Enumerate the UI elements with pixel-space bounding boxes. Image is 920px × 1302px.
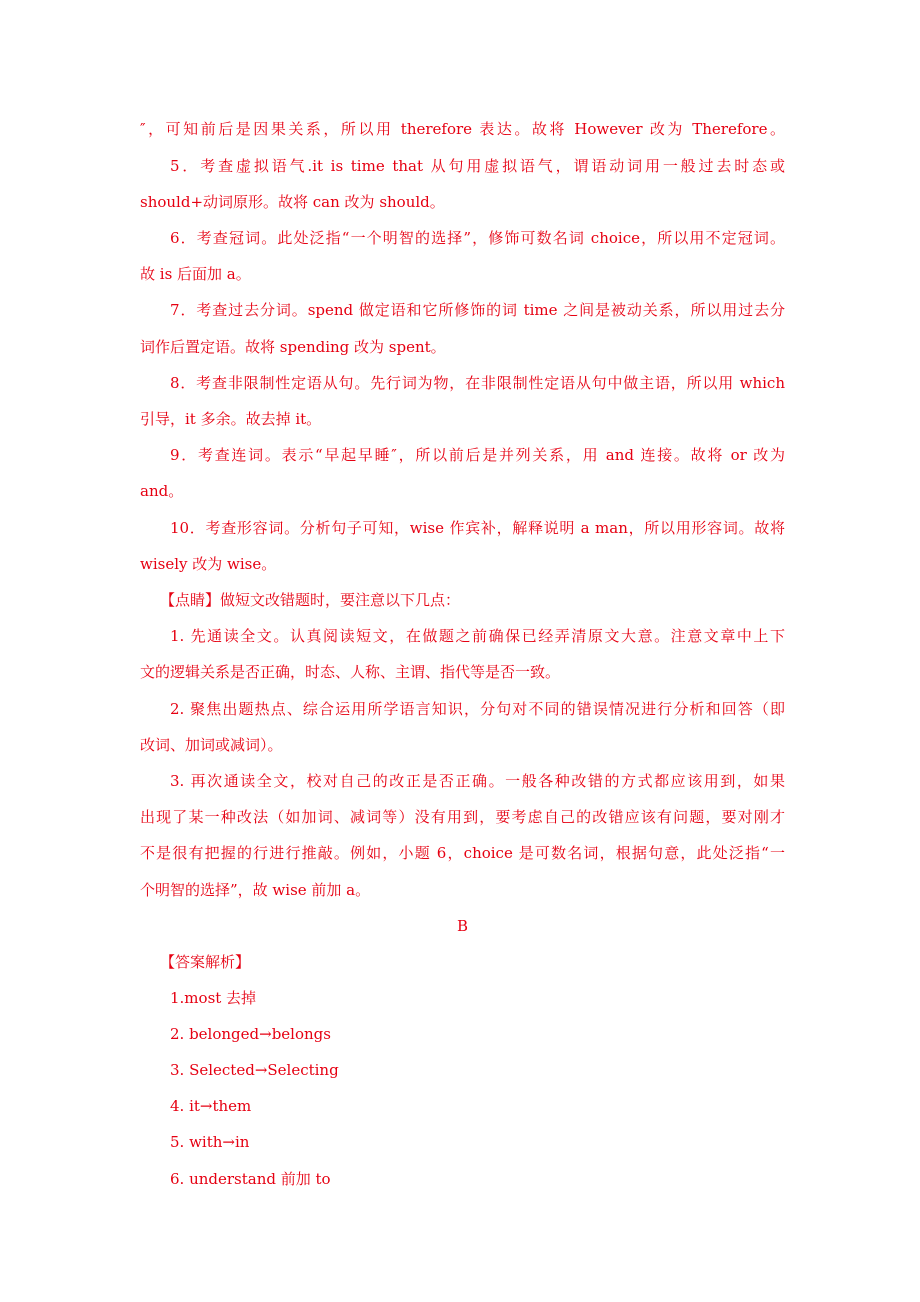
paragraph-line: 词作后置定语。故将 spending 改为 spent。 bbox=[140, 338, 446, 356]
tip-heading: 【点睛】做短文改错题时，要注意以下几点： bbox=[160, 591, 461, 609]
paragraph-line: 引导，it 多余。故去掉 it。 bbox=[140, 410, 322, 428]
paragraph-line: 1. 先通读全文。认真阅读短文，在做题之前确保已经弄清原文大意。注意文章中上下 bbox=[170, 627, 785, 645]
paragraph-line: 文的逻辑关系是否正确，时态、人称、主谓、指代等是否一致。 bbox=[140, 663, 561, 681]
paragraph-line: 个明智的选择”，故 wise 前加 a。 bbox=[140, 881, 371, 899]
answer-item: 4. it→them bbox=[170, 1097, 252, 1115]
section-heading: B bbox=[456, 917, 469, 935]
paragraph-line: 9．考查连词。表示“早起早睡″，所以前后是并列关系，用 and 连接。故将 or 改为 bbox=[170, 446, 785, 464]
paragraph-line: 2. 聚焦出题热点、综合运用所学语言知识，分句对不同的错误情况进行分析和回答（即 bbox=[170, 700, 785, 718]
answer-item: 5. with→in bbox=[170, 1133, 250, 1151]
paragraph-line: 10．考查形容词。分析句子可知，wise 作宾补，解释说明 a man，所以用形容词。故将 bbox=[170, 519, 785, 537]
paragraph-line: ″，可知前后是因果关系，所以用 therefore 表达。故将 However 改为 Therefore。 bbox=[140, 120, 785, 138]
answer-item: 6. understand 前加 to bbox=[170, 1170, 331, 1188]
paragraph-line: 7．考查过去分词。spend 做定语和它所修饰的词 time 之间是被动关系，所以用过去分 bbox=[170, 301, 785, 319]
paragraph-line: 改词、加词或减词）。 bbox=[140, 736, 283, 754]
paragraph-line: 不是很有把握的行进行推敲。例如，小题 6，choice 是可数名词，根据句意，此处泛指“一 bbox=[140, 844, 785, 862]
answer-heading: 【答案解析】 bbox=[160, 953, 251, 971]
paragraph-line: 故 is 后面加 a。 bbox=[140, 265, 251, 283]
paragraph-line: 6．考查冠词。此处泛指“一个明智的选择”，修饰可数名词 choice，所以用不定冠词。 bbox=[170, 229, 785, 247]
answer-item: 1.most 去掉 bbox=[170, 989, 257, 1007]
paragraph-line: 出现了某一种改法（如加词、减词等）没有用到，要考虑自己的改错应该有问题，要对刚才 bbox=[140, 808, 785, 826]
paragraph-line: 3. 再次通读全文，校对自己的改正是否正确。一般各种改错的方式都应该用到，如果 bbox=[170, 772, 785, 790]
paragraph-line: should+动词原形。故将 can 改为 should。 bbox=[140, 193, 445, 211]
answer-item: 3. Selected→Selecting bbox=[170, 1061, 339, 1079]
paragraph-line: 8．考查非限制性定语从句。先行词为物，在非限制性定语从句中做主语，所以用 which bbox=[170, 374, 785, 392]
paragraph-line: wisely 改为 wise。 bbox=[140, 555, 277, 573]
paragraph-line: 5．考查虚拟语气.it is time that 从句用虚拟语气，谓语动词用一般过去时态或 bbox=[170, 157, 785, 175]
answer-item: 2. belonged→belongs bbox=[170, 1025, 331, 1043]
paragraph-line: and。 bbox=[140, 482, 184, 500]
